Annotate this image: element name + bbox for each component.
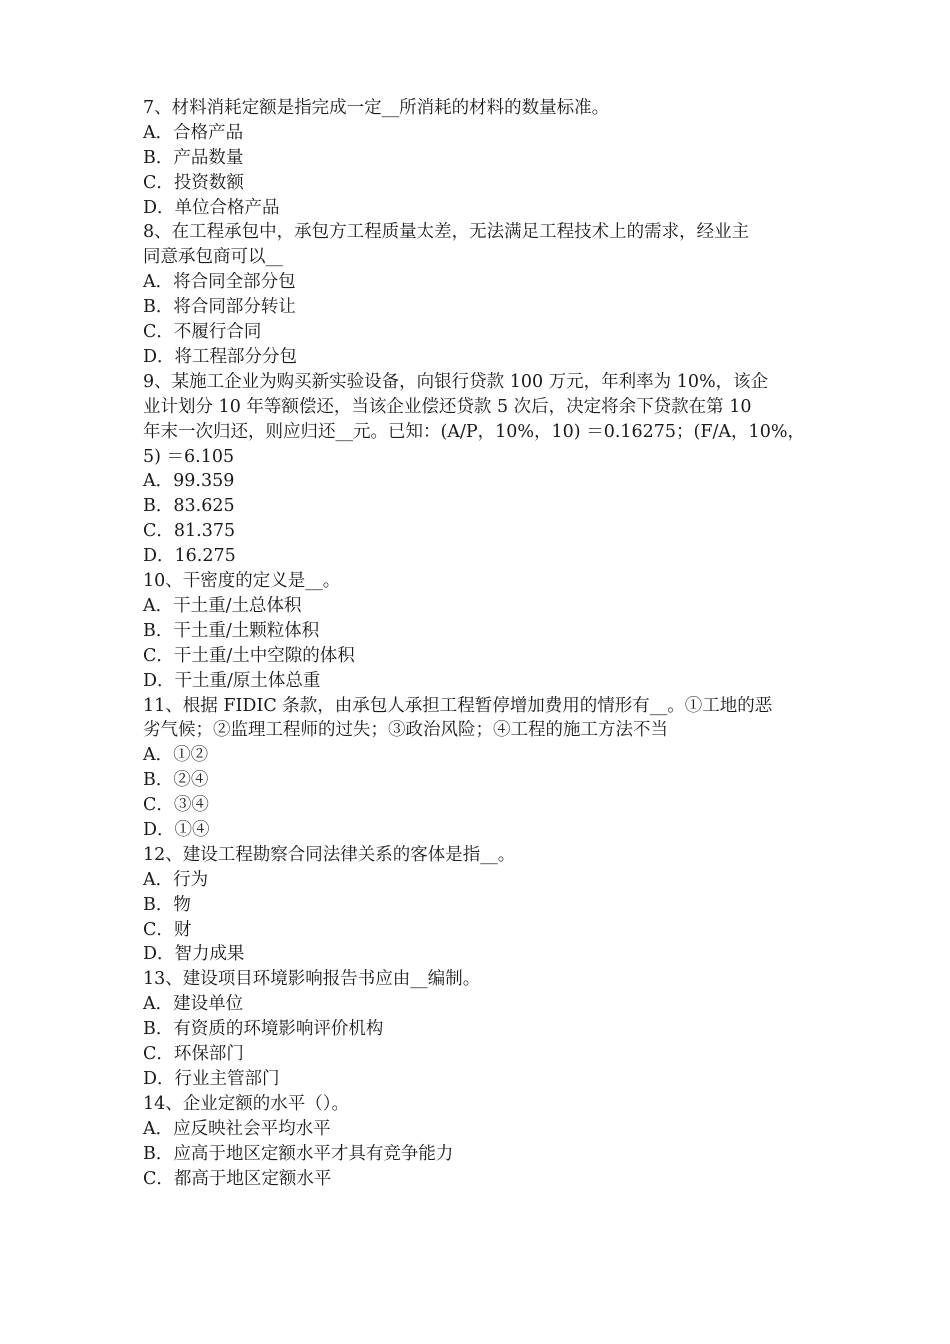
question-10 (143, 569, 813, 693)
option-b: B．83.625 (143, 496, 235, 517)
option-a: A．干土重/土总体积 (143, 595, 302, 616)
option-d: D．智力成果 (143, 944, 245, 965)
option-c: C．81.375 (143, 521, 236, 542)
option-a: A．合格产品 (143, 122, 244, 143)
option-d: D．16.275 (143, 546, 236, 567)
option-b: B．干土重/土颗粒体积 (143, 620, 320, 641)
option-d: D．单位合格产品 (143, 197, 280, 218)
question-7 (143, 96, 813, 220)
option-a: A．将合同全部分包 (143, 272, 296, 293)
question-13 (143, 967, 813, 1091)
option-b: B．②④ (143, 770, 209, 791)
option-c: C．不履行合同 (143, 322, 262, 343)
option-b: B．物 (143, 894, 191, 915)
option-c: C．干土重/土中空隙的体积 (143, 645, 355, 666)
option-d: D．行业主管部门 (143, 1068, 280, 1089)
option-a: A．应反映社会平均水平 (143, 1118, 331, 1139)
option-a: A．99.359 (143, 471, 235, 492)
option-b: B．产品数量 (143, 147, 244, 168)
option-c: C．财 (143, 919, 192, 940)
question-8 (143, 220, 813, 369)
option-b: B．应高于地区定额水平才具有竞争能力 (143, 1143, 454, 1164)
option-c: C．③④ (143, 795, 209, 816)
question-stem: 11、根据 FIDIC 条款，由承包人承担工程暂停增加费用的情形有__。①工地的恶 (143, 695, 773, 716)
question-stem: 年末一次归还，则应归还__元。已知：(A/P，10%，10) ＝0.16275；(F/A，10%， (143, 421, 805, 442)
question-stem: 9、某施工企业为购买新实验设备，向银行贷款 100 万元，年利率为 10%，该企 (143, 371, 769, 392)
question-14 (143, 1092, 813, 1192)
option-d: D．将工程部分分包 (143, 346, 298, 367)
question-stem: 8、在工程承包中，承包方工程质量太差，无法满足工程技术上的需求，经业主 (143, 222, 750, 243)
question-12 (143, 843, 813, 967)
question-stem: 劣气候；②监理工程师的过失；③政治风险；④工程的施工方法不当 (143, 720, 668, 741)
option-c: C．环保部门 (143, 1044, 244, 1065)
option-c: C．都高于地区定额水平 (143, 1168, 332, 1189)
question-stem: 14、企业定额的水平（）。 (143, 1093, 350, 1114)
question-stem: 13、建设项目环境影响报告书应由__编制。 (143, 969, 481, 990)
question-stem: 7、材料消耗定额是指完成一定__所消耗的材料的数量标准。 (143, 98, 610, 118)
question-stem: 业计划分 10 年等额偿还，当该企业偿还贷款 5 次后，决定将余下贷款在第 10 (143, 396, 752, 417)
option-d: D．①④ (143, 819, 210, 840)
question-stem: 5) ＝6.105 (143, 446, 235, 467)
option-a: A．行为 (143, 869, 209, 890)
option-d: D．干土重/原土体总重 (143, 670, 321, 691)
option-c: C．投资数额 (143, 172, 244, 193)
option-b: B．将合同部分转让 (143, 297, 296, 318)
document-page (143, 96, 813, 1191)
question-11 (143, 694, 813, 843)
option-a: A．建设单位 (143, 994, 244, 1015)
question-stem: 10、干密度的定义是__。 (143, 571, 341, 592)
question-stem: 同意承包商可以__ (143, 247, 283, 268)
option-a: A．①② (143, 745, 209, 766)
question-9 (143, 370, 813, 569)
option-b: B．有资质的环境影响评价机构 (143, 1019, 384, 1040)
question-stem: 12、建设工程勘察合同法律关系的客体是指__。 (143, 844, 516, 865)
